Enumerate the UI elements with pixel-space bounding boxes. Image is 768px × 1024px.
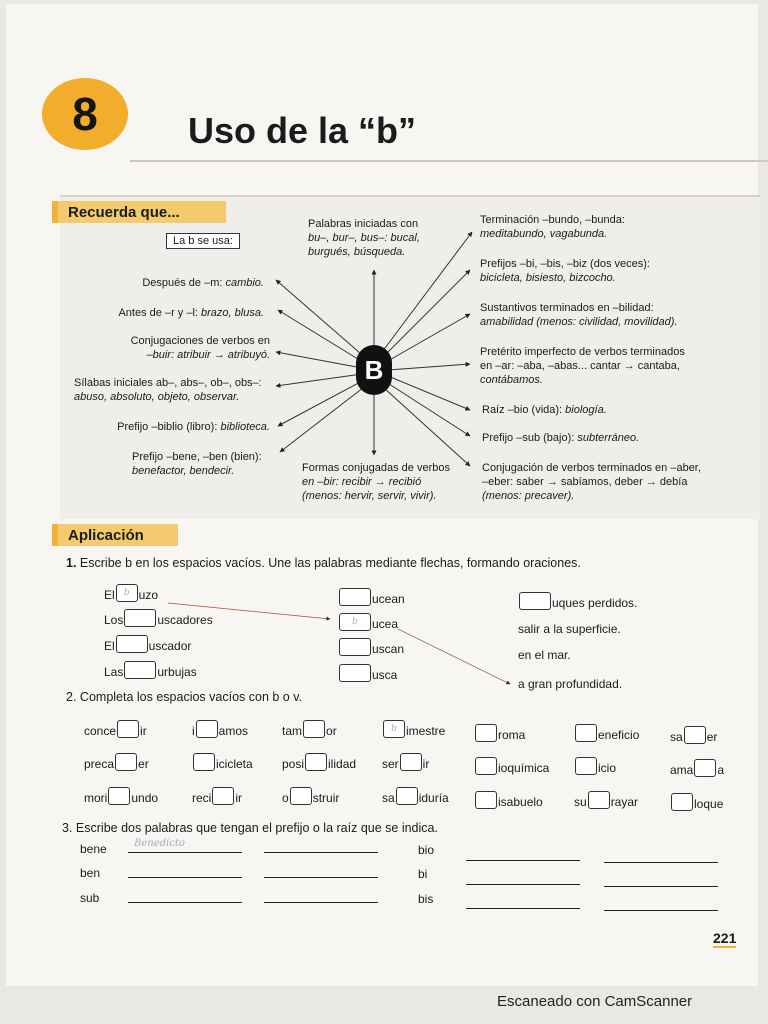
q3-prefix-sub: sub — [80, 891, 100, 905]
handwritten-answer: Benedicto — [134, 838, 185, 849]
rule-left-2: Antes de –r y –l: brazo, blusa. — [118, 307, 264, 319]
answer-line[interactable] — [466, 860, 580, 861]
blank-box[interactable]: b — [116, 584, 138, 602]
rule-right-7: Conjugación de verbos terminados en –aber, –eber: saber → sabíamos, deber → debía (menos: precaver). — [482, 462, 701, 502]
q1-ending: en el mar. — [518, 648, 571, 662]
rule-right-1: Terminación –bundo, –bunda: meditabundo, vagabunda. — [480, 214, 625, 240]
q2-word: ioquímica — [474, 757, 549, 775]
blank-box[interactable] — [396, 787, 418, 805]
q1-item: Los uscadores — [104, 609, 213, 627]
blank-box[interactable] — [305, 753, 327, 771]
q1-drawn-arrow-2 — [398, 629, 510, 684]
rule-bottom: Formas conjugadas de verbos en –bir: recibir → recibió (menos: hervir, servir, vivir). — [302, 462, 450, 502]
answer-line[interactable] — [128, 877, 242, 878]
q1-item: b ucea — [338, 613, 398, 631]
arrow-left-2 — [278, 310, 366, 364]
blank-box[interactable] — [290, 787, 312, 805]
blank-box[interactable] — [303, 720, 325, 738]
recuerda-tab: Recuerda que... — [58, 201, 226, 223]
rule-right-2: Prefijos –bi, –bis, –biz (dos veces): bicicleta, bisiesto, bizcocho. — [480, 258, 650, 284]
page-title: Uso de la “b” — [188, 110, 417, 151]
q2-word: isabuelo — [474, 791, 543, 809]
blank-box[interactable] — [400, 753, 422, 771]
b-center-circle: B — [356, 345, 392, 395]
rule-right-4: Pretérito imperfecto de verbos terminados en –ar: –aba, –abas... cantar → cantaba, contábamos. — [480, 346, 685, 386]
q2-word: conce ir — [84, 720, 147, 738]
blank-box[interactable] — [671, 793, 693, 811]
q3-prefix-bis: bis — [418, 892, 434, 906]
blank-box[interactable] — [116, 635, 148, 653]
blank-box[interactable] — [475, 757, 497, 775]
q2-word: ser ir — [382, 753, 429, 771]
arrow-left-3 — [276, 352, 362, 368]
q2-word: icio — [574, 757, 616, 775]
blank-box[interactable] — [575, 757, 597, 775]
q2-word: ama a — [670, 759, 724, 777]
q3-instruction: 3. Escribe dos palabras que tengan el prefijo o la raíz que se indica. — [62, 821, 438, 835]
rule-left-6: Prefijo –bene, –ben (bien): benefactor, bendecir. — [132, 451, 262, 477]
arrow-right-3 — [386, 314, 470, 362]
blank-box[interactable] — [196, 720, 218, 738]
aplicacion-tab: Aplicación — [58, 524, 178, 546]
blank-box[interactable] — [124, 661, 156, 679]
answer-line[interactable] — [264, 902, 378, 903]
blank-box[interactable] — [339, 588, 371, 606]
q1-item: usca — [338, 664, 397, 682]
blank-box[interactable] — [339, 664, 371, 682]
q2-word: sa iduría — [382, 787, 449, 805]
arrow-left-5 — [278, 380, 364, 426]
answer-line[interactable] — [264, 877, 378, 878]
rule-left-5: Prefijo –biblio (libro): biblioteca. — [117, 421, 270, 433]
arrow-right-4 — [388, 364, 470, 370]
arrow-right-2 — [384, 270, 470, 356]
answer-line[interactable] — [466, 908, 580, 909]
rule-right-5: Raíz –bio (vida): biología. — [482, 404, 607, 416]
rule-right-6: Prefijo –sub (bajo): subterráneo. — [482, 432, 640, 444]
blank-box[interactable] — [115, 753, 137, 771]
blank-box[interactable] — [383, 720, 405, 738]
answer-line[interactable] — [264, 852, 378, 853]
q1-item: El uscador — [104, 635, 191, 653]
blank-box[interactable]: b — [339, 613, 371, 631]
blank-box[interactable] — [124, 609, 156, 627]
answer-line[interactable] — [604, 862, 718, 863]
handwritten-letter: b — [391, 724, 397, 734]
q2-word: eneficio — [574, 724, 639, 742]
answer-line[interactable] — [604, 886, 718, 887]
q1-ending: uques perdidos. — [518, 592, 637, 610]
q2-word: su rayar — [574, 791, 638, 809]
q3-prefix-ben: ben — [80, 866, 101, 880]
rule-left-4: Sílabas iniciales ab–, abs–, ob–, obs–: abuso, absoluto, objeto, observar. — [74, 377, 262, 403]
arrow-right-7 — [384, 388, 470, 466]
arrow-left-4 — [276, 374, 362, 386]
answer-line[interactable] — [128, 902, 242, 903]
blank-box[interactable] — [212, 787, 234, 805]
blank-box[interactable] — [519, 592, 551, 610]
blank-box[interactable] — [575, 724, 597, 742]
answer-line[interactable] — [466, 884, 580, 885]
scanner-watermark: Escaneado con CamScanner — [497, 993, 693, 1010]
blank-box[interactable] — [193, 753, 215, 771]
q1-ending: salir a la superficie. — [518, 622, 621, 636]
q1-item: ucean — [338, 588, 405, 606]
blank-box[interactable] — [117, 720, 139, 738]
rule-top: Palabras iniciadas con bu–, bur–, bus–: bucal, burgués, búsqueda. — [308, 218, 420, 258]
q2-word: reci ir — [192, 787, 242, 805]
q2-word: i amos — [192, 720, 248, 738]
rule-left-3: Conjugaciones de verbos en –buir: atribuir → atribuyó. — [130, 335, 270, 361]
q1-ending: a gran profundidad. — [518, 677, 623, 691]
blank-box[interactable] — [339, 638, 371, 656]
se-usa-label: La b se usa: — [166, 233, 240, 249]
q2-word: sa er — [670, 726, 717, 744]
q3-prefix-bi: bi — [418, 867, 428, 881]
rule-left-1: Después de –m: cambio. — [142, 277, 264, 289]
blank-box[interactable] — [694, 759, 716, 777]
q3-prefix-bene: bene — [80, 842, 107, 856]
q2-word: tam or — [282, 720, 337, 738]
arrow-left-1 — [276, 280, 368, 360]
rule-right-3: Sustantivos terminados en –bilidad: amabilidad (menos: civilidad, movilidad). — [480, 302, 678, 328]
blank-box[interactable] — [475, 791, 497, 809]
answer-line[interactable] — [604, 910, 718, 911]
q2-word: icicleta — [192, 753, 253, 771]
arrow-right-5 — [388, 376, 470, 410]
q1-item: El b uzo — [104, 584, 158, 602]
q3-root-bio: bio — [418, 843, 435, 857]
q2-instruction: 2. Completa los espacios vacíos con b o v. — [66, 690, 303, 704]
page-number: 221 — [713, 930, 737, 946]
blank-box[interactable] — [475, 724, 497, 742]
q2-word: o struir — [282, 787, 339, 805]
q2-word: mori undo — [84, 787, 158, 805]
chapter-number: 8 — [72, 88, 98, 140]
q1-item: uscan — [338, 638, 404, 656]
blank-box[interactable] — [108, 787, 130, 805]
q1-instruction: 1. Escribe b en los espacios vacíos. Une las palabras mediante flechas, formando oraciones. — [66, 556, 581, 570]
q2-word: roma — [474, 724, 525, 742]
q1-item: Las urbujas — [104, 661, 197, 679]
blank-box[interactable] — [588, 791, 610, 809]
q2-word: preca er — [84, 753, 149, 771]
blank-box[interactable] — [684, 726, 706, 744]
answer-line[interactable] — [128, 852, 242, 853]
q2-word: b imestre — [382, 720, 445, 738]
q2-word: loque — [670, 793, 723, 811]
q2-word: posi ilidad — [282, 753, 356, 771]
